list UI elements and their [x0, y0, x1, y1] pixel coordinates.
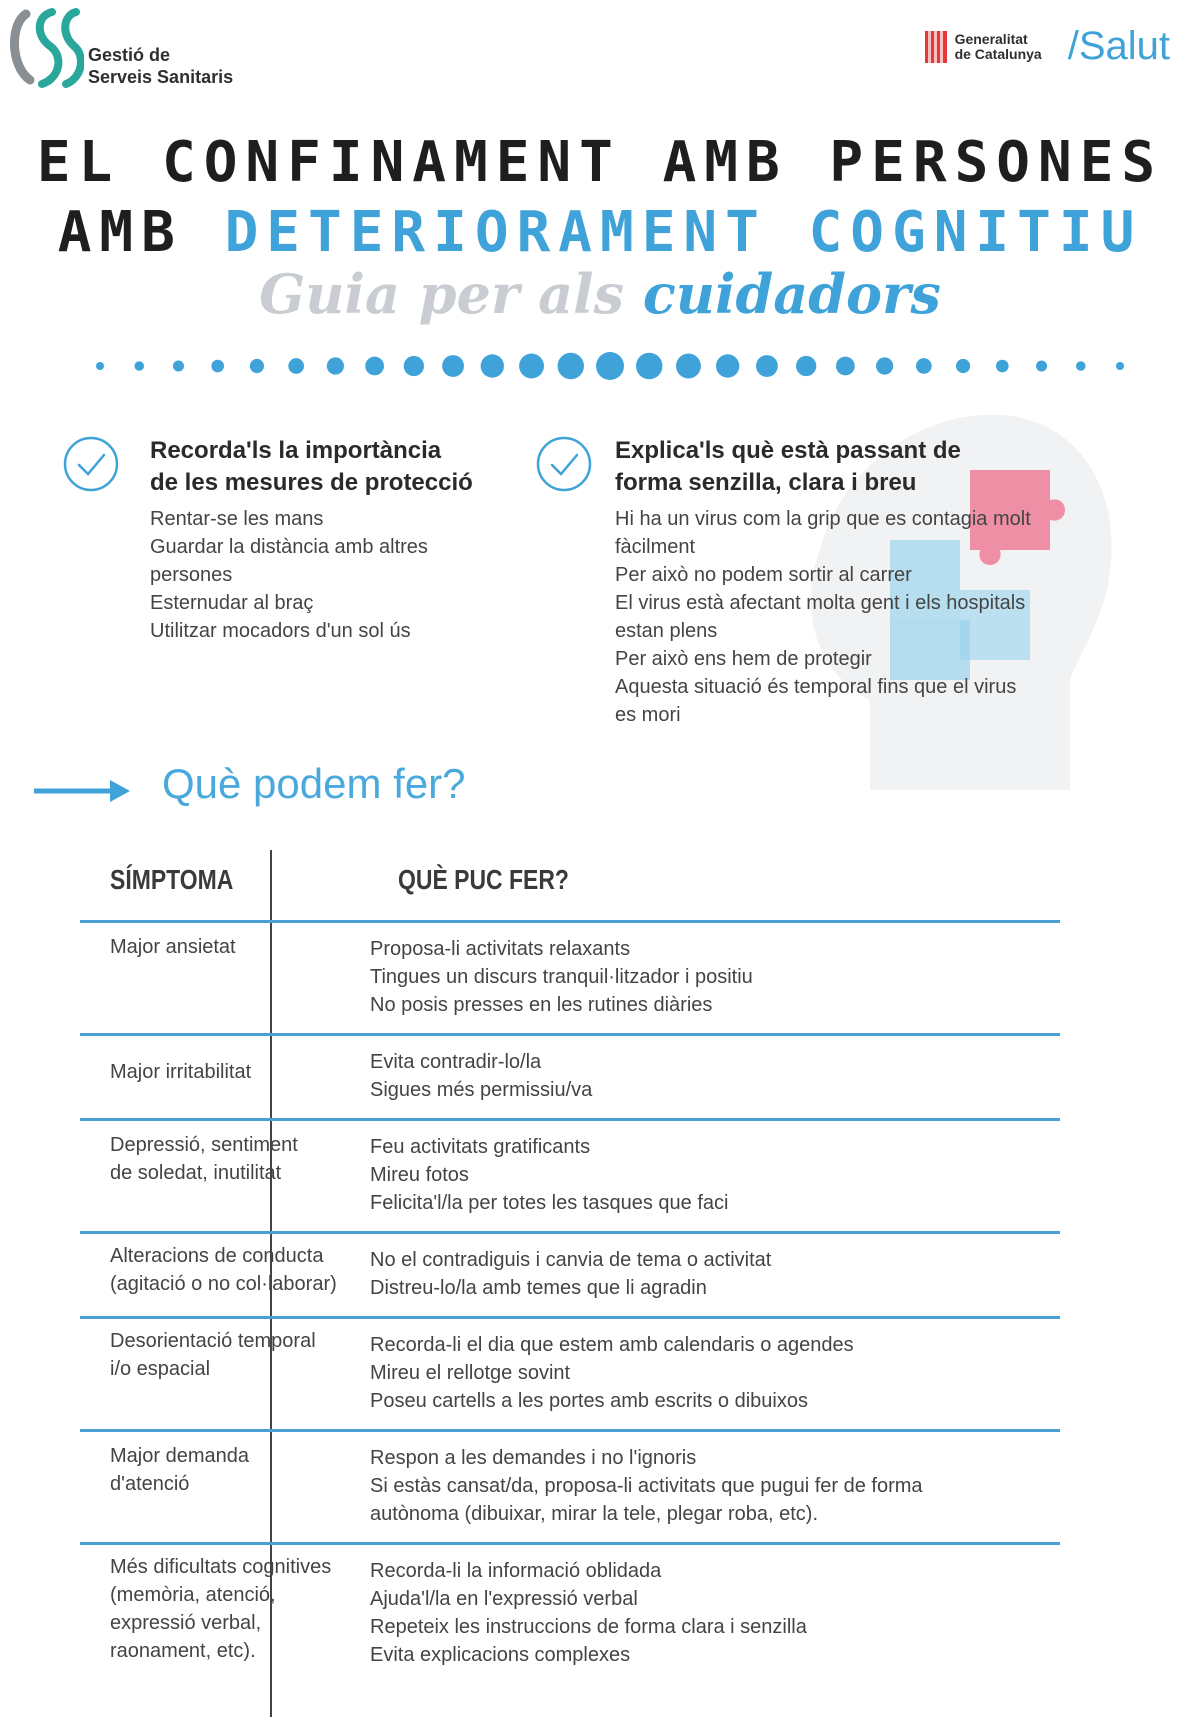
symptom-cell — [110, 1442, 350, 1498]
info-line: Per això ens hem de protegir — [615, 648, 872, 670]
symptom-cell — [110, 933, 350, 961]
divider-dot — [519, 354, 544, 379]
action-line: autònoma (dibuixar, mirar la tele, plegar roba, etc). — [370, 1503, 818, 1525]
divider-dot — [1116, 362, 1124, 370]
table-row — [80, 1316, 1060, 1429]
actions-cell — [370, 1246, 1050, 1302]
symptom-line: Alteracions de conducta — [110, 1245, 324, 1267]
symptom-line: Major demanda — [110, 1445, 249, 1467]
action-line: Si estàs cansat/da, proposa-li activitats que pugui fer de forma — [370, 1475, 923, 1497]
action-line: No el contradiguis i canvia de tema o activitat — [370, 1249, 772, 1271]
table-header-actions: QUÈ PUC FER? — [398, 864, 569, 895]
info-line: Per això no podem sortir al carrer — [615, 564, 912, 586]
action-line: Poseu cartells a les portes amb escrits o dibuixos — [370, 1390, 808, 1412]
info-line: Utilitzar mocadors d'un sol ús — [150, 620, 411, 642]
action-line: Recorda-li la informació oblidada — [370, 1560, 662, 1582]
divider-dot — [1036, 360, 1047, 371]
divider-dot — [404, 356, 424, 376]
actions-cell — [370, 1048, 1050, 1104]
gss-logo-line: Gestió de — [88, 45, 171, 65]
divider-dot — [442, 355, 464, 377]
action-line: Respon a les demandes i no l'ignoris — [370, 1447, 697, 1469]
info-explain-situation — [535, 435, 1115, 729]
symptom-line: raonament, etc). — [110, 1640, 256, 1662]
generalitat-text — [955, 32, 1042, 62]
generalitat-line: Generalitat — [954, 30, 1028, 47]
info-line: Guardar la distància amb altres — [150, 536, 428, 558]
info-line: persones — [150, 564, 233, 586]
table-row — [80, 1429, 1060, 1542]
action-line: Distreu-lo/la amb temes que li agradin — [370, 1277, 707, 1299]
generalitat-logo — [925, 24, 1170, 69]
divider-dot — [1076, 361, 1086, 371]
divider-dot — [836, 357, 855, 376]
actions-cell — [370, 1331, 1050, 1415]
divider-dot — [636, 353, 662, 379]
symptom-line: de soledat, inutilitat — [110, 1162, 282, 1184]
symptom-line: Desorientació temporal — [110, 1330, 316, 1352]
symptom-cell — [110, 1327, 350, 1383]
divider-dot — [956, 359, 970, 373]
info-line: Aquesta situació és temporal fins que el virus — [615, 676, 1017, 698]
symptom-cell — [110, 1553, 350, 1665]
symptom-line: expressió verbal, — [110, 1612, 262, 1634]
title-line-2 — [0, 200, 1200, 265]
action-line: Proposa-li activitats relaxants — [370, 938, 631, 960]
symptom-cell — [110, 1242, 350, 1298]
info-title-line: Explica'ls què està passant de — [615, 437, 961, 464]
gss-logo — [8, 6, 233, 88]
divider-dot — [596, 352, 624, 380]
divider-dot — [96, 362, 104, 370]
symptom-line: Major irritabilitat — [110, 1061, 252, 1083]
info-line: fàcilment — [615, 536, 696, 558]
table-row — [80, 1542, 1060, 1683]
info-title-line: forma senzilla, clara i breu — [615, 469, 917, 496]
table-body — [80, 920, 1060, 1683]
symptom-line: i/o espacial — [110, 1358, 211, 1380]
action-line: No posis presses en les rutines diàries — [370, 994, 713, 1016]
table-row — [80, 1033, 1060, 1118]
title-line-1: EL CONFINAMENT AMB PERSONES — [36, 130, 1164, 195]
action-line: Repeteix les instruccions de forma clara i senzilla — [370, 1616, 807, 1638]
symptom-cell — [110, 1131, 350, 1187]
action-line: Ajuda'l/la en l'expressió verbal — [370, 1588, 638, 1610]
arrow-right-icon — [34, 778, 134, 804]
info-title — [150, 435, 522, 499]
section-heading: Què podem fer? — [162, 760, 466, 807]
symptom-line: Més dificultats cognitives — [110, 1556, 332, 1578]
generalitat-line: de Catalunya — [954, 45, 1042, 62]
action-line: Tingues un discurs tranquil·litzador i positiu — [370, 966, 753, 988]
divider-dot — [365, 357, 384, 376]
divider-dot — [676, 354, 701, 379]
divider-dot — [916, 358, 932, 374]
action-line: Evita explicacions complexes — [370, 1644, 631, 1666]
info-title-line: de les mesures de protecció — [150, 469, 473, 496]
divider-dot — [327, 357, 344, 374]
table-header — [80, 850, 1060, 920]
action-line: Felicita'l/la per totes les tasques que faci — [370, 1192, 729, 1214]
symptom-cell — [110, 1058, 350, 1086]
title-line-2-prefix: AMB — [57, 200, 225, 265]
divider-dot — [796, 356, 816, 376]
divider-dot — [996, 360, 1009, 373]
gss-logo-line: Serveis Sanitaris — [88, 67, 234, 87]
action-line: Feu activitats gratificants — [370, 1136, 591, 1158]
table-row — [80, 920, 1060, 1033]
action-line: Mireu fotos — [370, 1164, 469, 1186]
title-line-2-highlight: DETERIORAMENT COGNITIU — [224, 200, 1143, 265]
gss-logo-icon — [8, 6, 84, 88]
divider-dot — [558, 353, 584, 379]
info-line: Rentar-se les mans — [150, 508, 324, 530]
dot-divider — [90, 348, 1130, 384]
subtitle — [0, 262, 1200, 326]
info-title — [615, 435, 1115, 499]
symptom-line: Depressió, sentiment — [110, 1134, 298, 1156]
info-line: Hi ha un virus com la grip que es contagia molt — [615, 508, 1031, 530]
divider-dot — [173, 360, 184, 371]
symptom-line: d'atenció — [110, 1473, 190, 1495]
gss-logo-text — [88, 44, 233, 88]
info-line: El virus està afectant molta gent i els hospitals — [615, 592, 1026, 614]
actions-cell — [370, 1444, 1050, 1528]
subtitle-prefix: Guia per als — [259, 262, 643, 326]
action-line: Recorda-li el dia que estem amb calendaris o agendes — [370, 1334, 854, 1356]
divider-dot — [481, 354, 504, 377]
divider-dot — [250, 359, 264, 373]
info-line: es mori — [615, 704, 681, 726]
generalitat-flag-icon — [925, 31, 947, 63]
symptom-line: (agitació o no col·laborar) — [110, 1273, 337, 1295]
divider-dot — [288, 358, 304, 374]
action-line: Mireu el rellotge sovint — [370, 1362, 571, 1384]
symptom-line: Major ansietat — [110, 936, 236, 958]
divider-dot — [876, 357, 893, 374]
table-row — [80, 1231, 1060, 1316]
check-circle-icon — [62, 435, 120, 493]
info-line: estan plens — [615, 620, 718, 642]
actions-cell — [370, 1557, 1050, 1669]
divider-dot — [211, 360, 224, 373]
action-line: Evita contradir-lo/la — [370, 1051, 542, 1073]
symptom-line: (memòria, atenció, — [110, 1584, 276, 1606]
salut-logo-text: /Salut — [1067, 24, 1170, 68]
info-line: Esternudar al braç — [150, 592, 314, 614]
divider-dot — [756, 355, 778, 377]
check-circle-icon — [535, 435, 593, 493]
info-protection-measures — [62, 435, 522, 645]
divider-dot — [716, 354, 739, 377]
table-header-symptom: SÍMPTOMA — [110, 864, 234, 895]
symptom-table — [80, 850, 1060, 1683]
action-line: Sigues més permissiu/va — [370, 1079, 593, 1101]
table-row — [80, 1118, 1060, 1231]
actions-cell — [370, 935, 1050, 1019]
divider-dot — [134, 361, 144, 371]
subtitle-highlight: cuidadors — [642, 262, 941, 326]
info-title-line: Recorda'ls la importància — [150, 437, 442, 464]
actions-cell — [370, 1133, 1050, 1217]
